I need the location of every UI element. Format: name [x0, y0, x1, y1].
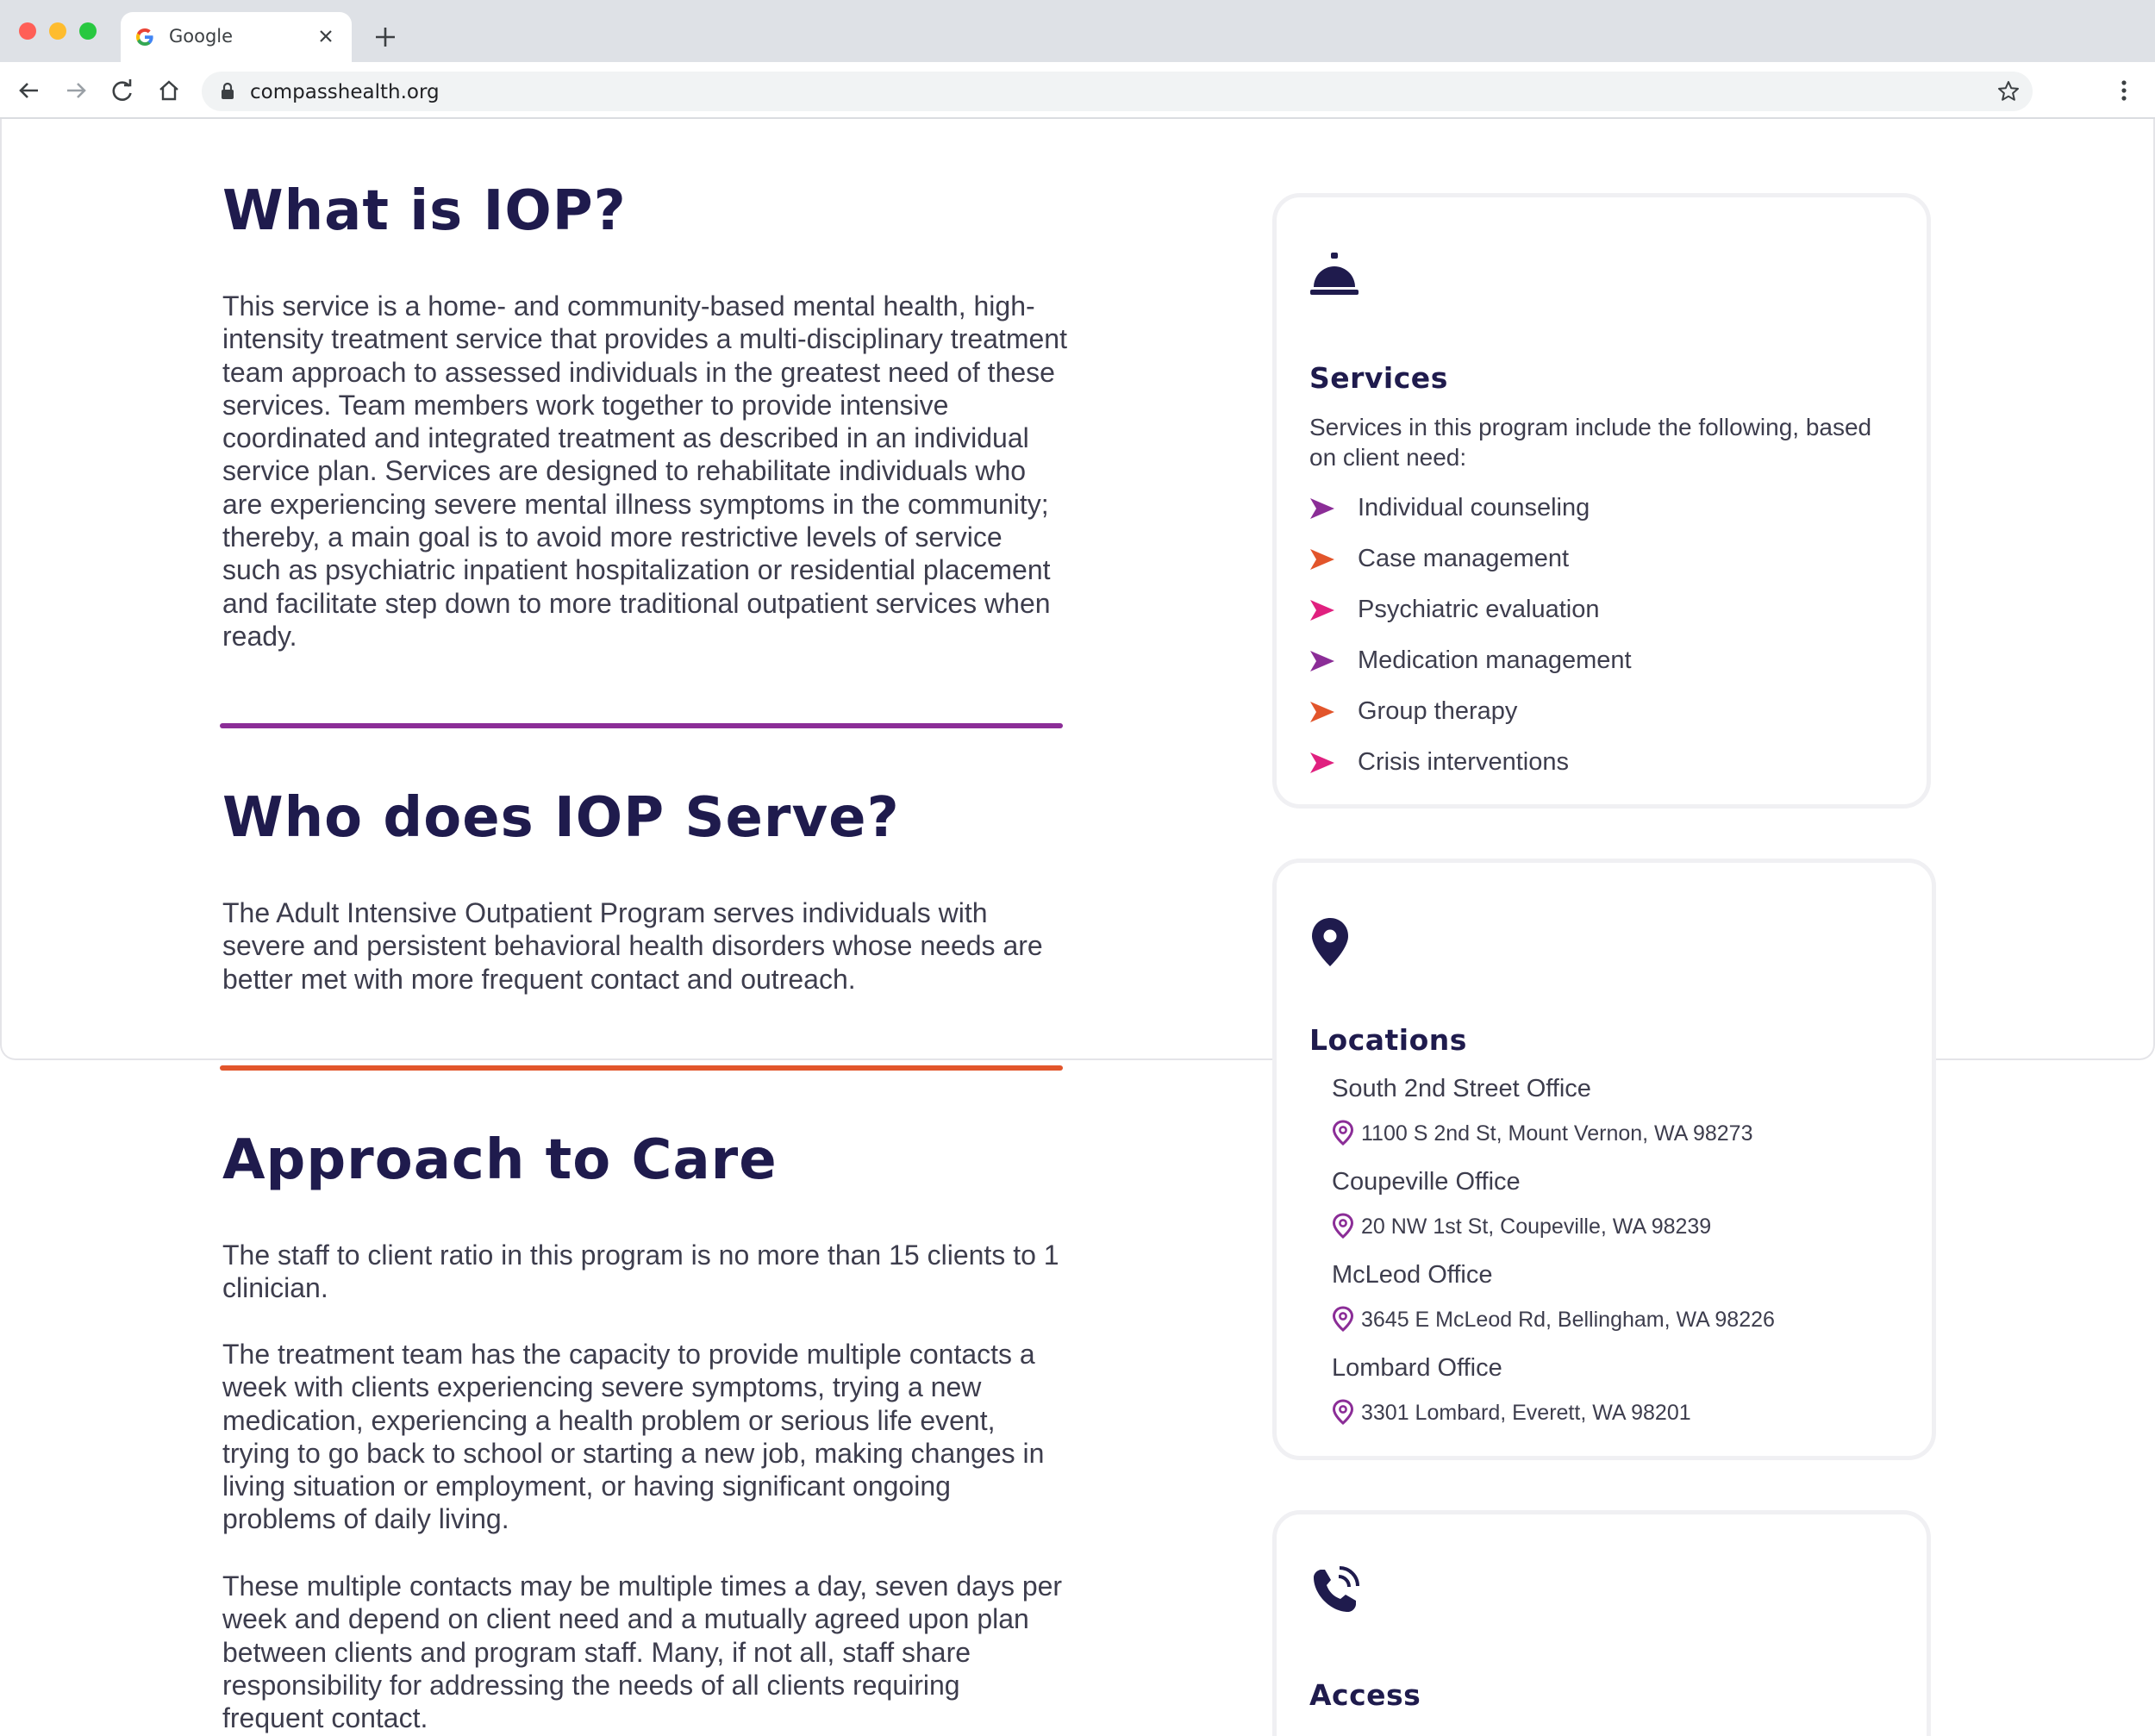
browser-tab[interactable] — [121, 12, 352, 62]
arrow-bullet-icon — [1309, 548, 1335, 571]
location-address-text: 3645 E McLeod Rd, Bellingham, WA 98226 — [1361, 1308, 1775, 1332]
phone-icon — [1309, 1564, 1361, 1616]
locations-title: Locations — [1309, 1023, 1467, 1057]
services-intro: Services in this program include the following, based on client need: — [1309, 414, 1872, 471]
service-list-item — [1309, 492, 1896, 527]
location-name: South 2nd Street Office — [1332, 1075, 1591, 1102]
location-address[interactable] — [1332, 1211, 1849, 1240]
section-heading-who-does-iop-serve: Who does IOP Serve? — [222, 786, 900, 850]
reload-icon[interactable] — [109, 77, 136, 104]
service-list-item — [1309, 543, 1896, 578]
location-address-text: 3301 Lombard, Everett, WA 98201 — [1361, 1401, 1691, 1425]
section-heading-approach-to-care: Approach to Care — [222, 1128, 778, 1192]
address-bar[interactable] — [202, 72, 2033, 111]
map-pin-icon — [1309, 916, 1351, 968]
approach-paragraph: The staff to client ratio in this program is no more than 15 clients to 1 clinician. — [222, 1240, 1059, 1304]
section-body-what-is-iop: This service is a home- and community-based mental health, high-intensity treatment service that provides a multi-disciplinary treatment team approach to assessed individuals in the greatest need of these services. Team members work together to provide intensive coordinated and integrated treatment as described in an individual service plan. Services are designed to rehabilitate individuals who are experiencing severe mental illness symptoms in the community; thereby, a main goal is to avoid more restrictive levels of service such as psychiatric inpatient hospitalization or residential placement and facilitate step down to more traditional outpatient services when ready. — [222, 290, 1067, 652]
location-name: Coupeville Office — [1332, 1168, 1521, 1196]
services-title: Services — [1309, 361, 1448, 395]
location-address[interactable] — [1332, 1304, 1849, 1333]
service-list-item — [1309, 645, 1896, 679]
home-icon[interactable] — [155, 77, 183, 104]
access-title: Access — [1309, 1678, 1421, 1712]
new-tab-icon[interactable] — [372, 24, 398, 50]
service-list-item — [1309, 696, 1896, 730]
service-list-item — [1309, 594, 1896, 628]
service-list-item — [1309, 746, 1896, 781]
page-content — [0, 119, 2155, 1736]
close-window-button[interactable] — [19, 22, 36, 40]
service-label: Group therapy — [1358, 697, 1518, 725]
url-text: compasshealth.org — [250, 81, 440, 103]
browser-toolbar — [0, 62, 2155, 119]
location-address[interactable] — [1332, 1397, 1849, 1427]
location-address[interactable] — [1332, 1118, 1849, 1147]
service-label: Psychiatric evaluation — [1358, 596, 1600, 623]
arrow-bullet-icon — [1309, 650, 1335, 672]
browser-menu-icon[interactable] — [2110, 77, 2138, 104]
arrow-bullet-icon — [1309, 752, 1335, 774]
forward-arrow-icon[interactable] — [62, 77, 90, 104]
service-label: Case management — [1358, 545, 1570, 572]
location-name: Lombard Office — [1332, 1354, 1502, 1382]
service-label: Medication management — [1358, 646, 1632, 674]
map-pin-outline-icon — [1332, 1213, 1354, 1239]
section-divider-purple — [220, 723, 1063, 728]
maximize-window-button[interactable] — [79, 22, 97, 40]
services-card — [1272, 193, 1931, 809]
location-address-text: 1100 S 2nd St, Mount Vernon, WA 98273 — [1361, 1121, 1753, 1146]
map-pin-outline-icon — [1332, 1399, 1354, 1425]
section-heading-what-is-iop: What is IOP? — [222, 179, 627, 243]
service-label: Crisis interventions — [1358, 748, 1569, 776]
approach-paragraph: The treatment team has the capacity to provide multiple contacts a week with clients experiencing severe symptoms, trying a new medication, experiencing a health problem or serious life event, trying to go back to school or starting a new job, making changes in living situation or employment, or having significant ongoing problems of daily living. — [222, 1339, 1045, 1535]
tab-strip — [0, 0, 2155, 62]
arrow-bullet-icon — [1309, 701, 1335, 723]
approach-paragraph: These multiple contacts may be multiple times a day, seven days per week and depend on client need and a mutually agreed upon plan between clients and program staff. Many, if not all, staff share responsibility for addressing the needs of all clients requiring frequent contact. — [222, 1571, 1063, 1734]
back-arrow-icon[interactable] — [16, 77, 43, 104]
map-pin-outline-icon — [1332, 1120, 1354, 1146]
google-favicon-icon — [134, 27, 155, 47]
access-card — [1272, 1510, 1931, 1736]
browser-chrome — [0, 0, 2155, 119]
service-bell-icon — [1309, 251, 1359, 297]
location-name: McLeod Office — [1332, 1261, 1493, 1289]
bookmark-star-icon[interactable] — [1996, 79, 2021, 103]
tab-title: Google — [169, 26, 234, 47]
close-tab-icon[interactable] — [315, 26, 336, 47]
location-address-text: 20 NW 1st St, Coupeville, WA 98239 — [1361, 1215, 1712, 1239]
map-pin-outline-icon — [1332, 1306, 1354, 1332]
arrow-bullet-icon — [1309, 599, 1335, 621]
section-body-who-does-iop-serve: The Adult Intensive Outpatient Program serves individuals with severe and persistent behavioral health disorders whose needs are better met with more frequent contact and outreach. — [222, 897, 1043, 995]
lock-icon — [219, 82, 236, 101]
service-label: Individual counseling — [1358, 494, 1590, 521]
section-divider-orange — [220, 1065, 1063, 1071]
locations-card — [1272, 859, 1936, 1460]
arrow-bullet-icon — [1309, 497, 1335, 520]
minimize-window-button[interactable] — [49, 22, 66, 40]
